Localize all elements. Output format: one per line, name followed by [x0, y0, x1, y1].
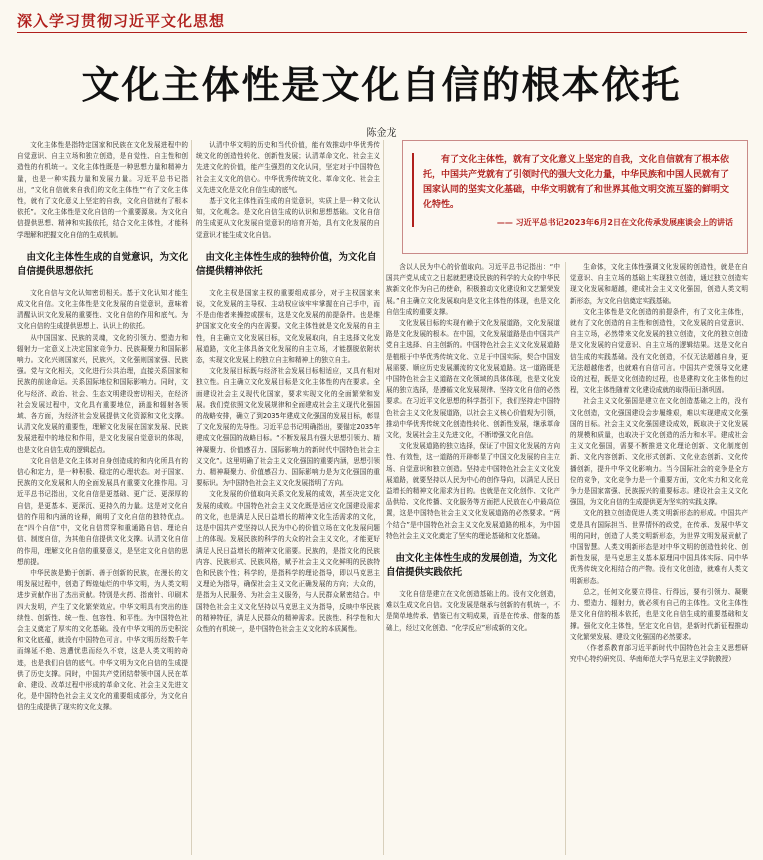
paragraph: 总之，任何文化要立得住、行得远，要有引领力、凝聚力、塑造力、辐射力，就必须有自己的主体性。文化主体性是文化自信的根本依托，也是文化自信生成的重要基础和支撑。强化文化主体性，坚定文化自信，是新时代新征程推动文化繁荣发展、建设文化强国的必然要求。 [570, 587, 748, 641]
paragraph: 文化发展目标的实现有赖于文化发展道路，文化发展道路是文化发展的根本。在中国，文化发展道路是由中国共产党自主选择、自主创新的。中国特色社会主义文化发展道路是植根于中华优秀传统文化、立足于中国实际，契合中国发展需要、顺应历史发展潮流的文化发展道路。这一道路既是中国特色社会主义道路在文化领域的具体体现，也是文化发展的独立选择，是遵循文化发展规律、坚持文化自信的必然要求。在习近平文化思想的科学指引下，我们坚持走中国特色社会主义文化发展道路，以社会主义核心价值观为引领，推动中华优秀传统文化创造性转化、创新性发展，继承革命文化，发展社会主义先进文化，不断增强文化自信。 [386, 319, 560, 440]
paragraph: 中华民族是勤于创新、善于创新的民族，在漫长的文明发展过程中，创造了辉煌灿烂的中华文明，为人类文明进步贡献作出了杰出贡献。特别是火药、指南针、印刷术四大发明，产生了文化繁荣效应。中华文明具有突出的连续性、创新性、统一性、包容性、和平性。为中国特色社会主义奠定了厚实的文化基础。没有中华文明的历史积淀和文化底蕴，就没有中国特色可言。中华文明历经数千年而绵延不绝、迭遭忧患而经久不衰，这是人类文明的奇迹，也是我们自信的底气。中华文明为文化自信的生成提供了历史支撑。同时，中国共产党团结带领中国人民在革命、建设、改革过程中形成的革命文化、社会主义先进文化，是中国特色社会主义文化的重要组成部分，为文化自信的生成提供了现实的文化支撑。 [17, 568, 188, 712]
author-byline: 陈金龙 [366, 128, 397, 139]
column-label: 深入学习贯彻习近平文化思想 [17, 12, 226, 30]
article-column-1 [17, 140, 188, 855]
paragraph: 文化发展目标既与经济社会发展目标相适应，又具有相对独立性。自主确立文化发展目标是文化主体性的内在要求。全面建设社会主义现代化国家，要求实现文化的全面繁荣和发展。我们党依照文化发展规律和全面建成社会主义现代化强国的战略安排，确立了到2035年建成文化强国的发展目标，彰显了文化发展的先导性。习近平总书记明确指出，要锚定2035年建成文化强国的战略目标。“不断发展具有强大思想引领力、精神凝聚力、价值感召力、国际影响力的新时代中国特色社会主义文化”。这里明确了社会主义文化强国的重要内涵，思想引领力、精神凝聚力、价值感召力、国际影响力是为文化强国的重要标识。为中国特色社会主义文化发展指明了方向。 [196, 367, 380, 488]
paragraph: 基于文化主体性而生成的自觉意识，实质上是一种文化认知，文化观念。是文化自信生成的认识和思想基础。文化自信的生成更从文化发展自觉意识的培育开始，具有文化发展的自觉意识才能生成文化自信。 [196, 197, 380, 239]
paragraph: 从中国国家、民族的灵魂，文化的引领力、塑造力和辐射力一定意义上决定国家竞争力、民族凝聚力和国际影响力。文化兴则国家兴，民族兴，文化强则国家强、民族强。党与文化相关，文化进行公共治理，直接关系国家和民族的前途命运。关系国际地位和国际影响力。同时，文化与经济、政治、社会、生态文明建设密切相关，在经济社会发展过程中，文化具有重要地位，涵盖和辐射各领域、各方面，为经济社会发展提供文化资源和文化支撑。认清文化发展的重要性，理解文化发展在国家发展、民族发展进程中的地位和作用，是文化发展自觉意识的体现，也是文化自信生成的逻辑起点。 [17, 333, 188, 454]
article-column-3 [386, 262, 560, 855]
quote-box [402, 140, 748, 254]
paragraph: 文化的独立创造促进人类文明新形态的形成。中国共产党是具有国际担当、世界情怀的政党，在传承、发展中华文明的同时，创造了人类文明新形态，为世界文明发展贡献了中国智慧。人类文明新形态是对中华文明的创造性转化、创新性发展，是马克思主义基本原理同中国具体实际、同中华优秀传统文化相结合的产物。没有文化创造，就难有人类文明新形态。 [570, 509, 748, 585]
section-heading-1: 由文化主体性生成的自觉意识，为文化自信提供思想依托 [17, 251, 188, 277]
quote-accent-bar [412, 153, 414, 227]
label-divider [17, 32, 747, 33]
paragraph: 文化自信是文化主体对自身创造成的和内化所具有的信心和定力，是一种积极、稳定的心理状态。对于国家、民族的文化发展和人的全面发展具有重要文化推作用。习近平总书记指出，文化自信是更基础、更广泛、更深厚的自信，是更基本、更深沉、更持久的力量。这是对文化自信的作用和内涵的诠释，阐明了文化自信的独特优点。在“四个自信”中，文化自信贯穿和重通路自信、理论自信、制度自信，为其他自信提供文化支撑。认清文化自信的作用，理解文化自信的重要意义，是坚定文化自信的思想前提。 [17, 456, 188, 566]
paragraph: 文化发展道路的独立选择，保证了中国文化发展的方向性、有效性，这一道路的开辟彰显了中国文化发展的自主立场、自觉意识和独立创造。坚持走中国特色社会主义文化发展道路，就要坚持以人民为中心的创作导向，以满足人民日益增长的精神文化需求为目的。也就是在文化创作、文化产品供给、文化传播、文化服务等方面把人民放在心中最高位置，这是中国特色社会主义文化发展道路的必然要求。“两个结合”是中国特色社会主义文化发展道路的根本，为中国特色社会主义文化奠定了坚实的理论基础和文化基础。 [386, 442, 560, 540]
paragraph: 含以人民为中心的价值取向。习近平总书记指出：“中国共产党从成立之日起就把建设民族的科学的大众的中华民族新文化作为自己的使命，积极推动文化建设和文艺繁荣发展。”自主确立文化发展取向是文化主体性的体现，也是文化自信生成的重要支撑。 [386, 263, 560, 316]
article-column-2 [196, 140, 380, 855]
paragraph: 生命体，文化主体性强调文化发展的创造性，就是在自觉意识、自主立场的基础上实现独立创造，通过独立创造实现文化发展和超越，建成社会主义文化强国，创造人类文明新形态，为文化自信奠定实践基础。 [570, 263, 748, 305]
quote-text: 有了文化主体性，就有了文化意义上坚定的自我，文化自信就有了根本依托，中国共产党就有了引领时代的强大文化力量，中华民族和中国人民就有了国家认同的坚实文化基础，中华文明就有了和世界其他文明交流互鉴的鲜明文化特性。 [423, 155, 730, 210]
author-note: （作者系教育部习近平新时代中国特色社会主义思想研究中心特约研究员、华南师范大学马克思主义学院教授） [570, 643, 748, 664]
section-heading-2: 由文化主体性生成的独特价值，为文化自信提供精神依托 [196, 251, 377, 277]
paragraph: 认清中华文明的历史和当代价值，能有效推动中华优秀传统文化的创造性转化、创新性发展；认清革命文化、社会主义先进文化的价值，能产生强烈的文化认同，坚定对于中国特色社会主义文化的信心。中华优秀传统文化、革命文化、社会主义先进文化是文化自信生成的底气。 [196, 141, 380, 194]
paragraph: 文化自信与文化认知密切相关。基于文化认知才能生成文化自信。文化主体性是文化发展的自觉意识，意味着清醒认识文化发展的重要性、文化自信的作用和底气。为文化自信的生成提供思想上、认识上的依托。 [17, 288, 188, 331]
paragraph: 社会主义文化强国是建立在文化创造基础之上的，没有文化创造，文化强国建设会步履维艰，难以实现建成文化强国的目标。社会主义文化强国建设成效，既取决于文化发展的规模和质量，也取决于文化创造的活力和水平。建成社会主义文化强国，需要不断推进文化理论创新、文化制度创新、文化内容创新、文化形式创新、文化业态创新、文化传播创新，提升中华文化影响力。当今国际社会的竞争是全方位的竞争，文化竞争力是一个重要方面，文化实力和文化竞争力是国家富强、民族振兴的重要标志。建设社会主义文化强国，为文化自信的生成提供更为坚实的实践支撑。 [570, 397, 748, 507]
paragraph: 文化主权是国家主权的重要组成部分，对于主权国家来说，文化发展的主导权、主动权应该牢牢掌握在自己手中，而不是由他者来操控或摆布，这是文化发展的前提条件。也是维护国家文化安全的内在需要。文化主体性就是文化发展的自主性，自主确立文化发展目标，文化发展取向，自主选择文化发展道路，文化主体具备文化发展的自主立场，才能摆脱依附状态，实现文化发展上的独立自主和精神上的独立自主。 [196, 288, 380, 365]
paragraph: 文化主体性是文化创造的前提条件，有了文化主体性，就有了文化创造的自主性和创造性，文化发展的自觉意识、自主立场，必然带来文化发展的独立创造，文化的独立创造是文化发展的自觉意识、自主立场的逻辑结果。这是文化自信生成的实践基础。没有文化创造，不仅无法超越自身，更无法超越他者，也就难有自信可言。中国共产党领导文化建设的过程，既是文化创造的过程，也是建构文化主体性的过程，文化主体性随着文化建设成就的取得而日渐巩固。 [570, 307, 748, 395]
column-divider [383, 140, 384, 855]
quote-source: —— 习近平总书记2023年6月2日在文化传承发展座谈会上的讲话 [496, 218, 733, 227]
paragraph: 文化自信是建立在文化创造基础上的。没有文化创造，难以生成文化自信。文化发展是继承与创新的有机统一，不是简单地传承、借鉴已有文明成果，而是在传承、借鉴的基础上，经过文化创造、“化学反应”形成新的文化。 [386, 590, 560, 632]
column-divider [565, 262, 566, 855]
paragraph: 文化发展的价值取向关系文化发展的成效，甚至决定文化发展的成败。中国特色社会主义文化既是适应文化国建设需求的文化，也是满足人民日益增长的精神文化生活需求的文化，这是中国共产党坚持以人民为中心的价值立场在文化发展问题上的体现。发展民族的科学的大众的社会主义文化，才能更好满足人民日益增长的精神文化需要。民族的，是指文化的民族内容、民族形式、民族风格，赋予社会主义文化鲜明的民族特色和民族个性；科学的，是指科学的理论指导，即以马克思主义理论为指导，确保社会主义文化正确发展的方向；大众的，是指为人民服务、为社会主义服务，与人民群众紧密结合。中国特色社会主义文化坚持以马克思主义为指导，反映中华民族的精神特征，满足人民群众的精神需求。民族性、科学性和大众性的有机统一，是中国特色社会主义文化的本质属性。 [196, 490, 380, 633]
article-headline: 文化主体性是文化自信的根本依托 [81, 63, 682, 107]
article-column-4 [570, 262, 748, 855]
column-divider [191, 140, 192, 855]
paragraph: 文化主体性是指特定国家和民族在文化发展进程中的自觉意识、自主立场和独立创造，是自觉性、自主性和创造性的有机统一。文化主体性既是一种思想力量和精神力量，也是一种实践力量和发展力量。习近平总书记指出，“文化自信就来自我们的文化主体性”“有了文化主体性，就有了文化意义上坚定的自我，文化自信就有了根本依托”。文化主体性是文化自信的一个重要源泉。为文化自信提供思想、精神和实践依托，结合文化主体性，才能科学理解和把握文化自信的生成机制。 [17, 141, 188, 239]
section-heading-3: 由文化主体性生成的发展创造，为文化自信提供实践依托 [386, 553, 558, 579]
